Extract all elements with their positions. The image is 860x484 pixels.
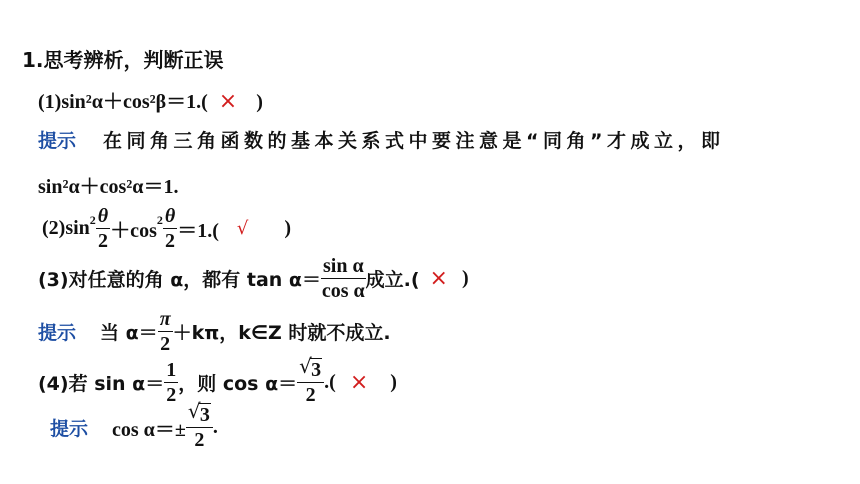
fraction-denominator: 2 [305, 384, 316, 406]
question-3-prefix: (3)对任意的角 α，都有 tan α＝ [38, 269, 321, 291]
question-1 [38, 85, 263, 114]
question-2-fraction [96, 206, 110, 251]
question-2-plus: ＋cos [110, 220, 157, 242]
radicand: 3 [199, 404, 210, 426]
hint-3-fraction [158, 309, 173, 354]
question-4-mid: ，则 cos α＝ [178, 373, 298, 395]
fraction-numerator [186, 399, 213, 428]
question-2-sup-2: 2 [156, 213, 163, 227]
radicand: 3 [311, 359, 322, 381]
hint-3 [38, 309, 391, 354]
question-2-close: ) [284, 217, 292, 239]
wrong-mark-icon: × [429, 266, 448, 291]
question-3-fraction [321, 256, 366, 301]
fraction-denominator: 2 [194, 429, 205, 451]
fraction-numerator: π [159, 308, 171, 330]
question-2-fraction-2 [163, 206, 177, 251]
hint-1-text: 在同角三角函数的基本关系式中要注意是“同角”才成立，即 [103, 130, 725, 152]
fraction-numerator: θ [164, 205, 176, 227]
hint-1 [38, 126, 725, 153]
check-mark-icon: √ [236, 218, 249, 239]
hint-3-post: ＋kπ，k∈Z 时就不成立. [172, 322, 391, 344]
sqrt-symbol: √ 3 [299, 354, 322, 381]
question-4-close: ) [390, 371, 397, 393]
sqrt-symbol: √ 3 [187, 399, 210, 426]
fraction-denominator: 2 [165, 230, 176, 252]
fraction-denominator: 2 [166, 384, 177, 406]
hint-4-tail: . [212, 416, 218, 438]
question-4-tail: .( [324, 371, 336, 393]
question-2-sup: 2 [89, 213, 96, 227]
hint-label: 提示 [38, 130, 77, 152]
hint-4-fraction [186, 399, 213, 451]
fraction-numerator: sin α [322, 255, 364, 277]
question-1-close: ) [256, 91, 263, 113]
wrong-mark-icon: × [218, 89, 238, 114]
question-3 [38, 256, 469, 301]
question-2-prefix: (2)sin [42, 217, 90, 239]
fraction-denominator: 2 [97, 230, 108, 252]
hint-4 [50, 399, 218, 451]
hint-4-pre: cos α＝± [112, 419, 186, 441]
question-3-tail: 成立.( [365, 269, 420, 291]
question-2-tail: ＝1.( [177, 220, 219, 242]
question-4 [38, 354, 397, 406]
question-1-text: (1)sin²α＋cos²β＝1.( [38, 91, 208, 113]
question-4-fraction-2 [297, 354, 324, 406]
hint-label: 提示 [50, 418, 89, 440]
fraction-denominator: cos α [321, 280, 365, 302]
hint-label: 提示 [38, 322, 77, 344]
fraction-numerator: θ [97, 205, 109, 227]
question-3-close: ) [461, 267, 469, 289]
question-4-fraction [164, 360, 178, 405]
fraction-numerator [297, 354, 324, 383]
fraction-denominator: 2 [160, 333, 171, 355]
wrong-mark-icon: × [349, 370, 369, 395]
page-title: 1.思考辨析，判断正误 [22, 48, 224, 72]
hint-1-formula: sin²α＋cos²α＝1. [38, 176, 179, 198]
question-2 [42, 206, 291, 251]
question-4-prefix: (4)若 sin α＝ [38, 373, 165, 395]
fraction-numerator: 1 [166, 359, 177, 381]
hint-3-pre: 当 α＝ [100, 322, 158, 344]
